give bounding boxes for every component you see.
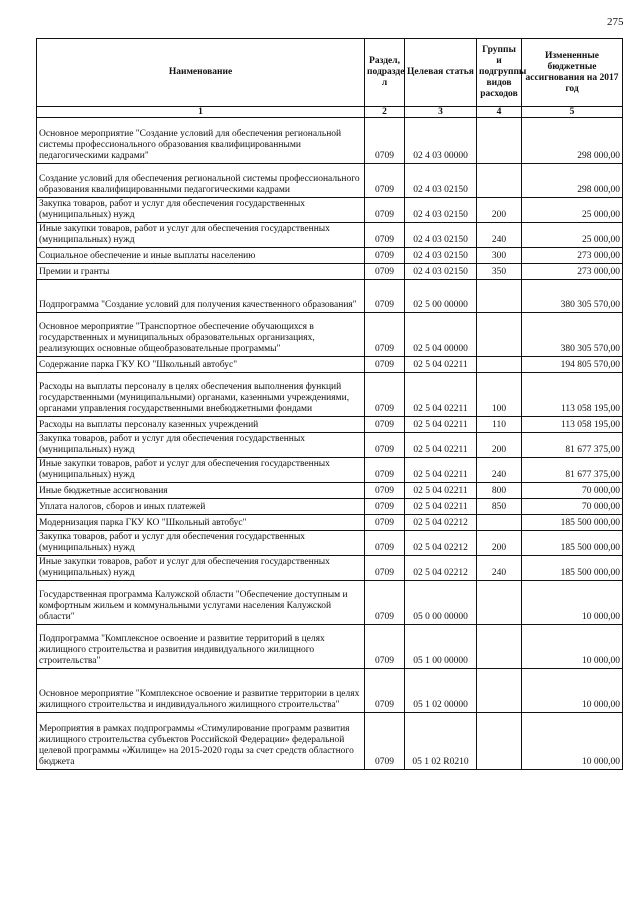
row-group: 240 — [477, 556, 522, 581]
row-amount: 273 000,00 — [522, 264, 623, 280]
row-name: Государственная программа Калужской области "Обеспечение доступным и комфортным жильем и коммунальными услугами населения Калужской области" — [37, 581, 365, 625]
row-name: Основное мероприятие "Создание условий для обеспечения региональной системы профессионального образования квалифицированными педагогическими кадрами" — [37, 118, 365, 164]
row-section: 0709 — [365, 313, 405, 357]
table-row — [37, 625, 623, 669]
row-section: 0709 — [365, 118, 405, 164]
row-group: 850 — [477, 499, 522, 515]
row-group — [477, 669, 522, 713]
row-amount: 113 058 195,00 — [522, 417, 623, 433]
table-header-row — [37, 39, 623, 107]
table-row — [37, 373, 623, 417]
row-name: Премии и гранты — [37, 264, 365, 280]
row-amount: 185 500 000,00 — [522, 515, 623, 531]
row-name: Иные закупки товаров, работ и услуг для обеспечения государственных (муниципальных) нужд — [37, 556, 365, 581]
row-amount: 380 305 570,00 — [522, 280, 623, 313]
header-target: Целевая статья — [405, 39, 477, 107]
row-name: Содержание парка ГКУ КО "Школьный автобус" — [37, 357, 365, 373]
row-section: 0709 — [365, 373, 405, 417]
row-amount: 81 677 375,00 — [522, 458, 623, 483]
row-target: 02 5 04 02212 — [405, 515, 477, 531]
row-section: 0709 — [365, 515, 405, 531]
row-name: Закупка товаров, работ и услуг для обеспечения государственных (муниципальных) нужд — [37, 433, 365, 458]
column-number: 1 — [37, 107, 365, 118]
row-amount: 70 000,00 — [522, 499, 623, 515]
row-amount: 185 500 000,00 — [522, 531, 623, 556]
row-section: 0709 — [365, 669, 405, 713]
table-row — [37, 248, 623, 264]
table-row — [37, 483, 623, 499]
column-number: 2 — [365, 107, 405, 118]
table-row — [37, 556, 623, 581]
row-name: Основное мероприятие "Комплексное освоение и развитие территории в целях жилищного строительства и индивидуального жилищного строительства" — [37, 669, 365, 713]
row-amount: 81 677 375,00 — [522, 433, 623, 458]
row-name: Модернизация парка ГКУ КО "Школьный автобус" — [37, 515, 365, 531]
row-section: 0709 — [365, 164, 405, 198]
row-group — [477, 357, 522, 373]
row-name: Уплата налогов, сборов и иных платежей — [37, 499, 365, 515]
row-section: 0709 — [365, 483, 405, 499]
table-row — [37, 531, 623, 556]
row-section: 0709 — [365, 417, 405, 433]
row-target: 02 4 03 02150 — [405, 248, 477, 264]
row-target: 02 5 04 02211 — [405, 357, 477, 373]
table-row — [37, 198, 623, 223]
row-amount: 25 000,00 — [522, 198, 623, 223]
row-name: Социальное обеспечение и иные выплаты населению — [37, 248, 365, 264]
row-amount: 10 000,00 — [522, 713, 623, 770]
row-group — [477, 313, 522, 357]
row-amount: 113 058 195,00 — [522, 373, 623, 417]
column-number: 5 — [522, 107, 623, 118]
table-row — [37, 581, 623, 625]
row-amount: 185 500 000,00 — [522, 556, 623, 581]
row-section: 0709 — [365, 625, 405, 669]
row-group: 110 — [477, 417, 522, 433]
row-target: 02 5 00 00000 — [405, 280, 477, 313]
row-section: 0709 — [365, 264, 405, 280]
row-target: 02 5 04 02211 — [405, 373, 477, 417]
table-row — [37, 458, 623, 483]
column-number: 4 — [477, 107, 522, 118]
row-target: 02 4 03 02150 — [405, 198, 477, 223]
row-group: 300 — [477, 248, 522, 264]
row-group — [477, 280, 522, 313]
row-target: 05 1 02 00000 — [405, 669, 477, 713]
row-name: Подпрограмма "Создание условий для получения качественного образования" — [37, 280, 365, 313]
row-group — [477, 625, 522, 669]
row-section: 0709 — [365, 280, 405, 313]
row-target: 02 5 04 00000 — [405, 313, 477, 357]
table-row — [37, 515, 623, 531]
row-group — [477, 164, 522, 198]
row-section: 0709 — [365, 357, 405, 373]
table-row — [37, 223, 623, 248]
table-row — [37, 280, 623, 313]
row-target: 05 0 00 00000 — [405, 581, 477, 625]
table-row — [37, 433, 623, 458]
row-section: 0709 — [365, 713, 405, 770]
table-row — [37, 669, 623, 713]
row-target: 02 5 04 02212 — [405, 531, 477, 556]
row-amount: 10 000,00 — [522, 581, 623, 625]
row-group — [477, 713, 522, 770]
row-target: 02 5 04 02212 — [405, 556, 477, 581]
row-target: 02 4 03 02150 — [405, 223, 477, 248]
row-section: 0709 — [365, 556, 405, 581]
row-section: 0709 — [365, 531, 405, 556]
row-group: 240 — [477, 458, 522, 483]
row-group: 100 — [477, 373, 522, 417]
row-group: 800 — [477, 483, 522, 499]
header-groups: Группы и подгруппы видов расходов — [477, 39, 522, 107]
table-row — [37, 118, 623, 164]
row-amount: 25 000,00 — [522, 223, 623, 248]
row-target: 02 5 04 02211 — [405, 417, 477, 433]
row-section: 0709 — [365, 223, 405, 248]
table-row — [37, 164, 623, 198]
table-row — [37, 499, 623, 515]
row-target: 02 5 04 02211 — [405, 483, 477, 499]
row-target: 02 5 04 02211 — [405, 433, 477, 458]
row-section: 0709 — [365, 248, 405, 264]
row-name: Создание условий для обеспечения региональной системы профессионального образования квалифицированными педагогическими кадрами — [37, 164, 365, 198]
column-number-row — [37, 107, 623, 118]
row-group — [477, 118, 522, 164]
row-amount: 380 305 570,00 — [522, 313, 623, 357]
row-name: Закупка товаров, работ и услуг для обеспечения государственных (муниципальных) нужд — [37, 198, 365, 223]
row-amount: 273 000,00 — [522, 248, 623, 264]
table-row — [37, 713, 623, 770]
header-amount: Измененные бюджетные ассигнования на 2017 год — [522, 39, 623, 107]
row-name: Иные закупки товаров, работ и услуг для обеспечения государственных (муниципальных) нужд — [37, 223, 365, 248]
row-amount: 194 805 570,00 — [522, 357, 623, 373]
row-section: 0709 — [365, 581, 405, 625]
table-row — [37, 313, 623, 357]
row-name: Подпрограмма "Комплексное освоение и развитие территорий в целях жилищного строительства и развития индивидуального жилищного строительства" — [37, 625, 365, 669]
row-amount: 70 000,00 — [522, 483, 623, 499]
row-name: Иные бюджетные ассигнования — [37, 483, 365, 499]
row-amount: 10 000,00 — [522, 625, 623, 669]
row-amount: 10 000,00 — [522, 669, 623, 713]
budget-table — [36, 38, 623, 770]
row-group: 200 — [477, 198, 522, 223]
row-name: Расходы на выплаты персоналу казенных учреждений — [37, 417, 365, 433]
row-group — [477, 581, 522, 625]
row-amount: 298 000,00 — [522, 118, 623, 164]
row-amount: 298 000,00 — [522, 164, 623, 198]
row-target: 02 4 03 02150 — [405, 164, 477, 198]
row-target: 02 4 03 02150 — [405, 264, 477, 280]
row-section: 0709 — [365, 499, 405, 515]
row-group: 200 — [477, 531, 522, 556]
row-name: Иные закупки товаров, работ и услуг для обеспечения государственных (муниципальных) нужд — [37, 458, 365, 483]
table-row — [37, 417, 623, 433]
row-target: 05 1 00 00000 — [405, 625, 477, 669]
row-target: 02 5 04 02211 — [405, 499, 477, 515]
row-section: 0709 — [365, 198, 405, 223]
row-group — [477, 515, 522, 531]
row-name: Основное мероприятие "Транспортное обеспечение обучающихся в государственных и муниципальных образовательных организациях, реализующих основные общеобразовательные программы" — [37, 313, 365, 357]
header-section: Раздел, подразде л — [365, 39, 405, 107]
row-name: Закупка товаров, работ и услуг для обеспечения государственных (муниципальных) нужд — [37, 531, 365, 556]
row-name: Мероприятия в рамках подпрограммы «Стимулирование программ развития жилищного строительства субъектов Российской Федерации» федеральной целевой программы «Жилище» на 2015-2020 годы за счет средств областного бюджета — [37, 713, 365, 770]
row-name: Расходы на выплаты персоналу в целях обеспечения выполнения функций государственными (муниципальными) органами, казенными учреждениями, органами управления государственными внебюджетными фондами — [37, 373, 365, 417]
row-target: 02 4 03 00000 — [405, 118, 477, 164]
table-row — [37, 357, 623, 373]
table-row — [37, 264, 623, 280]
row-target: 05 1 02 R0210 — [405, 713, 477, 770]
row-target: 02 5 04 02211 — [405, 458, 477, 483]
header-name: Наименование — [37, 39, 365, 107]
row-section: 0709 — [365, 458, 405, 483]
column-number: 3 — [405, 107, 477, 118]
row-group: 350 — [477, 264, 522, 280]
row-section: 0709 — [365, 433, 405, 458]
page-number: 275 — [607, 16, 624, 28]
row-group: 240 — [477, 223, 522, 248]
row-group: 200 — [477, 433, 522, 458]
